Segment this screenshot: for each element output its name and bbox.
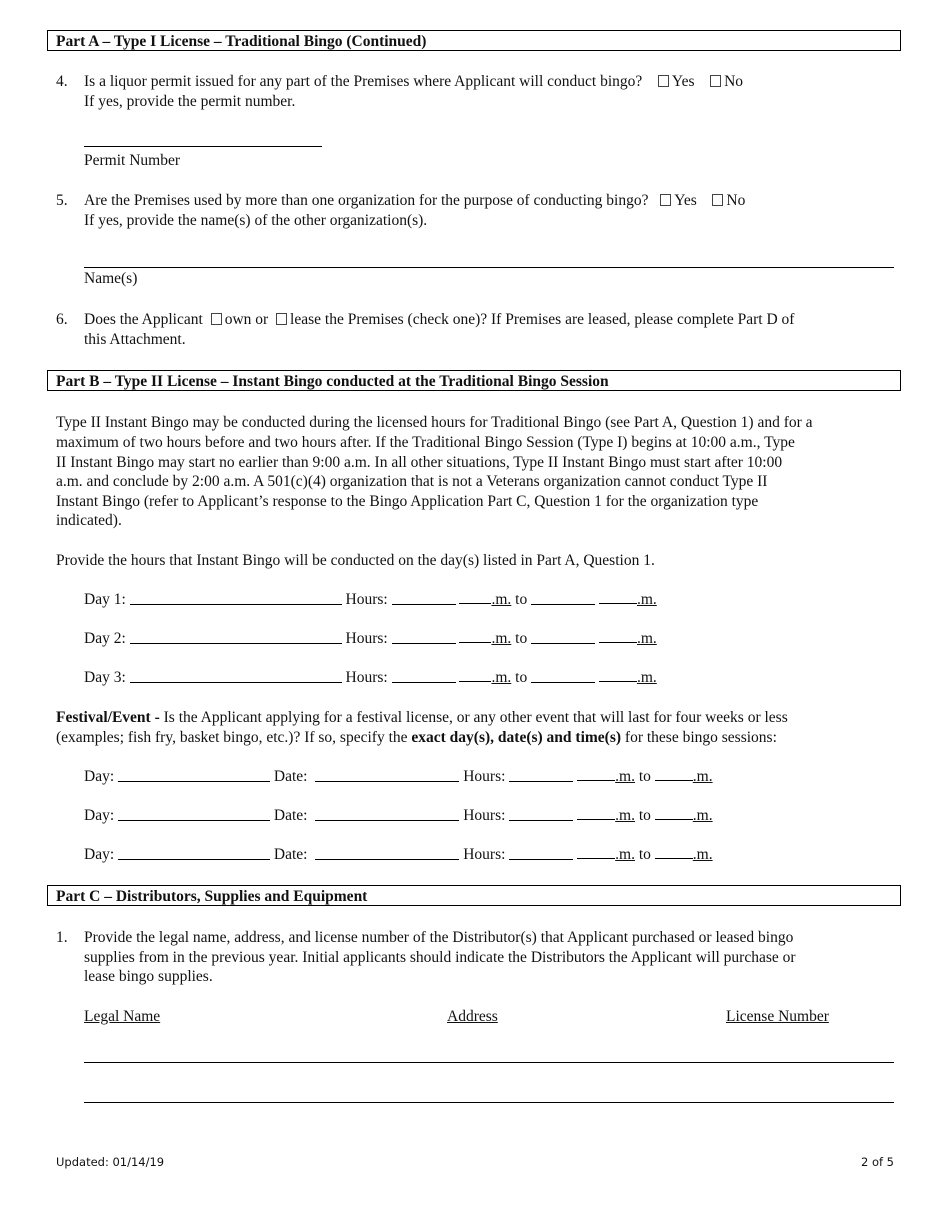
festival-row	[84, 767, 713, 787]
festival-row	[84, 845, 713, 865]
to-label: to	[638, 768, 651, 785]
fest-date-label: Date:	[273, 846, 308, 863]
to-label: to	[515, 591, 528, 608]
festival-emphasis: exact day(s), date(s) and time(s)	[411, 729, 622, 746]
fest-date-input[interactable]	[315, 767, 459, 782]
c-q1-line-3: lease bingo supplies.	[84, 968, 213, 985]
fest-day-label: Day:	[84, 846, 115, 863]
m-suffix: .m.	[636, 591, 657, 608]
m-suffix: .m.	[692, 807, 713, 824]
q4-question	[84, 72, 743, 92]
festival-row	[84, 806, 713, 826]
q4-number: 4.	[56, 73, 68, 90]
hours-label: Hours:	[345, 591, 388, 608]
start-time-input[interactable]	[392, 668, 456, 683]
fest-date-label: Date:	[273, 807, 308, 824]
part-b-para-line-1: Type II Instant Bingo may be conducted during the licensed hours for Traditional Bingo (see Part A, Question 1) and for a	[56, 414, 813, 431]
col-address: Address	[447, 1008, 498, 1025]
day-label: Day 2:	[84, 630, 126, 647]
m-suffix: .m.	[491, 630, 512, 647]
part-b-para-line-4: a.m. and conclude by 2:00 a.m. A 501(c)(4) organization that is not a Veterans organization cannot conduct Type II	[56, 473, 768, 490]
q4-followup: If yes, provide the permit number.	[84, 93, 296, 110]
m-suffix: .m.	[491, 669, 512, 686]
day-row	[84, 590, 657, 610]
footer-updated: Updated: 01/14/19	[56, 1155, 165, 1169]
q6-number: 6.	[56, 311, 68, 328]
fest-day-input[interactable]	[118, 767, 270, 782]
fest-date-label: Date:	[273, 768, 308, 785]
q4-no-checkbox[interactable]	[710, 75, 721, 87]
m-suffix: .m.	[636, 630, 657, 647]
q5-no-label: No	[726, 192, 746, 209]
names-label: Name(s)	[84, 270, 138, 287]
q6-lease-label: lease the Premises (check one)? If Premises are leased, please complete Part D of	[290, 311, 795, 328]
start-time-input[interactable]	[509, 806, 573, 821]
festival-line-2	[56, 728, 777, 748]
q4-yes-checkbox[interactable]	[658, 75, 669, 87]
q6-lease-checkbox[interactable]	[276, 313, 287, 325]
q4-no-label: No	[724, 73, 744, 90]
q6-line2: this Attachment.	[84, 331, 186, 348]
fest-day-input[interactable]	[118, 806, 270, 821]
part-b-para-line-5: Instant Bingo (refer to Applicant’s response to the Bingo Application Part C, Question 1 for the organization type	[56, 493, 759, 510]
q5-yes-label: Yes	[674, 192, 697, 209]
end-ampm-input[interactable]	[655, 819, 693, 820]
part-b-para-line-2: maximum of two hours before and two hours after. If the Traditional Bingo Session (Type I) begins at 10:00 a.m., Type	[56, 434, 795, 451]
m-suffix: .m.	[615, 807, 635, 824]
q6-question	[84, 310, 794, 330]
m-suffix: .m.	[636, 669, 657, 686]
fest-day-label: Day:	[84, 768, 115, 785]
start-ampm-input[interactable]	[459, 603, 491, 604]
q5-text: Are the Premises used by more than one organization for the purpose of conducting bingo?	[84, 192, 649, 209]
festival-text-2: (examples; fish fry, basket bingo, etc.)? If so, specify the	[56, 729, 412, 746]
footer-page: 2 of 5	[860, 1155, 894, 1169]
q5-question	[84, 191, 745, 211]
start-time-input[interactable]	[392, 590, 456, 605]
festival-line-1	[56, 708, 788, 728]
m-suffix: .m.	[615, 768, 635, 785]
day-input[interactable]	[130, 629, 342, 644]
distributor-line-1[interactable]	[84, 1062, 894, 1063]
q5-yes-checkbox[interactable]	[660, 194, 671, 206]
to-label: to	[515, 669, 528, 686]
start-ampm-input[interactable]	[577, 819, 615, 820]
part-b-header: Part B – Type II License – Instant Bingo conducted at the Traditional Bingo Session	[47, 370, 901, 391]
day-input[interactable]	[130, 668, 342, 683]
fest-date-input[interactable]	[315, 845, 459, 860]
q4-text: Is a liquor permit issued for any part of the Premises where Applicant will conduct bingo?	[84, 73, 643, 90]
q4-yes-label: Yes	[671, 73, 695, 90]
hours-prompt: Provide the hours that Instant Bingo will be conducted on the day(s) listed in Part A, Question 1.	[56, 552, 655, 569]
hours-label: Hours:	[345, 630, 388, 647]
col-license-number: License Number	[726, 1008, 829, 1025]
day-label: Day 1:	[84, 591, 126, 608]
part-b-para-line-3: II Instant Bingo may start no earlier than 9:00 a.m. In all other situations, Type II Instant Bingo must start after 10:00	[56, 454, 783, 471]
end-ampm-input[interactable]	[599, 681, 637, 682]
start-ampm-input[interactable]	[577, 780, 615, 781]
hours-label: Hours:	[463, 807, 506, 824]
end-ampm-input[interactable]	[599, 603, 637, 604]
q6-pre: Does the Applicant	[84, 311, 203, 328]
day-row	[84, 668, 657, 688]
m-suffix: .m.	[491, 591, 512, 608]
q5-followup: If yes, provide the name(s) of the other organization(s).	[84, 212, 428, 229]
end-ampm-input[interactable]	[655, 858, 693, 859]
hours-label: Hours:	[463, 768, 506, 785]
col-legal-name: Legal Name	[84, 1008, 161, 1025]
to-label: to	[638, 846, 651, 863]
festival-text-1: Is the Applicant applying for a festival license, or any other event that will last for four weeks or less	[159, 709, 788, 726]
start-ampm-input[interactable]	[577, 858, 615, 859]
fest-day-label: Day:	[84, 807, 115, 824]
permit-number-field[interactable]	[84, 146, 322, 147]
permit-number-label: Permit Number	[84, 152, 180, 169]
festival-text-3: for these bingo sessions:	[621, 729, 777, 746]
day-input[interactable]	[130, 590, 342, 605]
end-time-input[interactable]	[531, 590, 595, 605]
start-time-input[interactable]	[392, 629, 456, 644]
to-label: to	[638, 807, 651, 824]
q5-number: 5.	[56, 192, 68, 209]
end-ampm-input[interactable]	[599, 642, 637, 643]
names-field[interactable]	[84, 267, 894, 268]
m-suffix: .m.	[615, 846, 635, 863]
start-ampm-input[interactable]	[459, 681, 491, 682]
day-row	[84, 629, 657, 649]
to-label: to	[515, 630, 528, 647]
hours-label: Hours:	[345, 669, 388, 686]
fest-date-input[interactable]	[315, 806, 459, 821]
part-a-header: Part A – Type I License – Traditional Bingo (Continued)	[47, 30, 901, 51]
c-q1-number: 1.	[56, 929, 68, 946]
c-q1-line-2: supplies from in the previous year. Initial applicants should indicate the Distributors the Applicant will purchase or	[84, 949, 796, 966]
part-b-para-line-6: indicated).	[56, 512, 122, 529]
start-ampm-input[interactable]	[459, 642, 491, 643]
part-c-header: Part C – Distributors, Supplies and Equipment	[47, 885, 901, 906]
day-label: Day 3:	[84, 669, 126, 686]
start-time-input[interactable]	[509, 845, 573, 860]
end-time-input[interactable]	[531, 629, 595, 644]
festival-title: Festival/Event -	[56, 709, 160, 726]
hours-label: Hours:	[463, 846, 506, 863]
q6-own-label: own or	[224, 311, 269, 328]
fest-day-input[interactable]	[118, 845, 270, 860]
m-suffix: .m.	[692, 768, 713, 785]
q5-no-checkbox[interactable]	[712, 194, 723, 206]
end-time-input[interactable]	[531, 668, 595, 683]
m-suffix: .m.	[692, 846, 713, 863]
end-ampm-input[interactable]	[655, 780, 693, 781]
distributor-line-2[interactable]	[84, 1102, 894, 1103]
q6-own-checkbox[interactable]	[211, 313, 222, 325]
start-time-input[interactable]	[509, 767, 573, 782]
c-q1-line-1: Provide the legal name, address, and license number of the Distributor(s) that Applicant purchased or leased bingo	[84, 929, 794, 946]
